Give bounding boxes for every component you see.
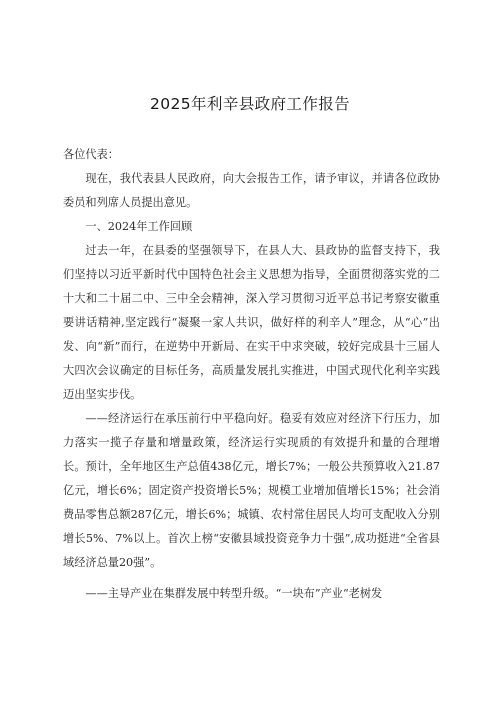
paragraph-industry: ——主导产业在集群发展中转型升级。“一块布”产业“老树发 [85, 587, 383, 600]
paragraph-review: 过去一年，在县委的坚强领导下，在县人大、县政协的监督支持下，我们坚持以习近平新时代中国特色社会主义思想为指导，全面贯彻落实党的二十大和二十届二中、三中全会精神，深入学习贯彻习近平总书记考察安徽重要讲话精神,坚定践行“凝聚一家人共识，做好样的利辛人”理念，从“心”出发、向“新”而行，在逆势中开新局、在实干中求突破，较好完成县十三届人大四次会议确定的目标任务，高质量发展扎实推进，中国式现代化利辛实践迈出坚实步伐。 [63, 244, 440, 401]
salutation: 各位代表： [63, 148, 119, 161]
section-heading: 一、2024年工作回顾 [85, 220, 193, 233]
paragraph-economy: ——经济运行在承压前行中平稳向好。稳妥有效应对经济下行压力，加力落实一揽子存量和增量政策，经济运行实现质的有效提升和量的合理增长。预计，全年地区生产总值438亿元，增长7%；一般公共预算收入21.87亿元，增长6%；固定资产投资增长5%；规模工业增加值增长15%；社会消费品零售总额287亿元，增长6%；城镇、农村常住居民人均可支配收入分别增长5%、7%以上。首次上榜“安徽县域投资竞争力十强”,成功挺进“全省县域经济总量20强”。 [63, 412, 440, 569]
page-title: 2025年利辛县政府工作报告 [149, 95, 351, 113]
paragraph-intro: 现在，我代表县人民政府，向大会报告工作，请予审议，并请各位政协委员和列席人员提出意见。 [63, 172, 440, 209]
document-body [63, 143, 440, 606]
